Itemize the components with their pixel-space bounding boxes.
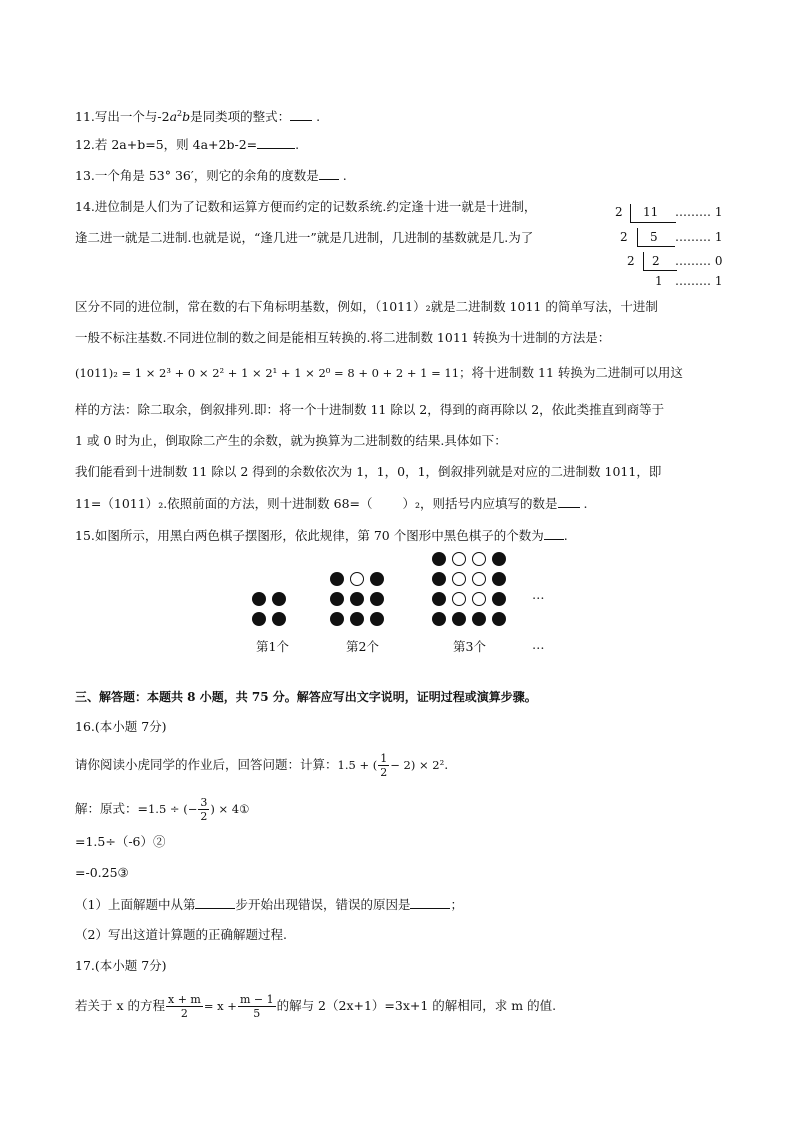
q16-sub1-a: （1）上面解题中从第: [75, 897, 196, 912]
question-15: [75, 527, 568, 544]
q16-fraction-2: [198, 796, 209, 823]
q17-suffix: 的解与 2（2x+1）=3x+1 的解相同，求 m 的值.: [276, 998, 557, 1013]
q14-line-9b: ）₂，则括号内应填写的数是: [402, 496, 558, 511]
q12-end: .: [295, 137, 300, 152]
remainder-4: ……… 1: [675, 274, 723, 288]
q11-prefix: 11.写出一个与-2: [75, 109, 170, 125]
q13-end: .: [342, 168, 347, 183]
q17-frac2-den: 5: [253, 1007, 261, 1020]
black-stone: [432, 572, 446, 586]
q11-suffix: 是同类项的整式：: [190, 109, 291, 125]
q17-problem: [75, 993, 556, 1020]
white-stone: [452, 572, 466, 586]
q11-end: .: [316, 109, 321, 125]
q14-answer-blank[interactable]: [558, 495, 580, 508]
q13-answer-blank[interactable]: [319, 167, 339, 180]
q16-frac2-den: 2: [200, 810, 208, 823]
black-stone: [370, 612, 384, 626]
question-12: [75, 136, 299, 153]
q11-var-a: a: [169, 109, 178, 125]
q15-text: 15.如图所示，用黑白两色棋子摆图形，依此规律，第 70 个图形中黑色棋子的个数为: [75, 528, 544, 543]
white-stone: [452, 592, 466, 606]
q17-prefix: 若关于 x 的方程: [75, 998, 165, 1013]
q16-prompt: [75, 752, 448, 779]
black-stone: [252, 592, 266, 606]
q16-sol-prefix: 解：原式：=: [75, 801, 148, 816]
white-stone: [472, 572, 486, 586]
question-11: [75, 106, 320, 125]
q17-frac1-num: x + m: [168, 993, 201, 1006]
white-stone: [472, 552, 486, 566]
black-stone: [432, 612, 446, 626]
caption-figure-3: 第3个: [453, 639, 486, 654]
q12-answer-blank[interactable]: [257, 136, 295, 149]
q14-line-6: 样的方法：除二取余，倒叙排列.即：将一个十进制数 11 除以 2，得到的商再除以 2，依此类推直到商等于: [75, 402, 665, 417]
q17-title: 17.(本小题 7分): [75, 958, 167, 973]
q16-solution-step2: =1.5÷（-6）②: [75, 834, 166, 849]
black-stone: [492, 612, 506, 626]
question-13: [75, 167, 347, 184]
q14-line-1: 14.进位制是人们为了记数和运算方便而约定的记数系统.约定逢十进一就是十进制，: [75, 199, 537, 214]
q16-frac2-num: 3: [200, 796, 208, 809]
q16-subquestion-1: [75, 896, 463, 913]
black-stone: [492, 572, 506, 586]
dividend-1: 11: [643, 205, 659, 219]
black-stone: [350, 592, 364, 606]
black-stone: [330, 612, 344, 626]
remainder-3: ……… 0: [675, 254, 723, 268]
q16-sub1-b: 步开始出现错误，错误的原因是: [235, 897, 411, 912]
q16-subquestion-2: （2）写出这道计算题的正确解题过程.: [75, 927, 287, 942]
black-stone: [272, 592, 286, 606]
black-stone: [492, 592, 506, 606]
q16-sol-b: ) × 4①: [210, 802, 250, 816]
q17-fraction-1: [166, 993, 203, 1020]
q12-text: 12.若 2a+b=5，则 4a+2b-2=: [75, 137, 258, 152]
section-3-heading: 三、解答题：本题共 8 小题，共 75 分。解答应写出文字说明，证明过程或演算步骤。: [75, 690, 537, 704]
black-stone: [492, 552, 506, 566]
white-stone: [350, 572, 364, 586]
ellipsis-figures: …: [532, 587, 545, 602]
dividend-3: 2: [652, 254, 660, 268]
q14-line-8: 我们能看到十进制数 11 除以 2 得到的余数依次为 1，1，0，1，倒叙排列就是对应的二进制数 1011，即: [75, 464, 662, 479]
q15-answer-blank[interactable]: [544, 527, 564, 540]
q16-expr-end: .: [444, 757, 449, 772]
q16-fraction-1: [378, 752, 389, 779]
black-stone: [272, 612, 286, 626]
q17-frac1-den: 2: [180, 1007, 188, 1020]
q16-sol-a: 1.5 ÷ (−: [147, 802, 198, 816]
black-stone: [330, 592, 344, 606]
q16-prompt-text: 请你阅读小虎同学的作业后，回答问题：计算：: [75, 757, 338, 772]
q17-mid: = x +: [203, 999, 237, 1013]
remainder-1: ……… 1: [675, 205, 723, 219]
q16-solution-step1: [75, 796, 249, 823]
q14-end: .: [583, 496, 588, 511]
divisor-2: 2: [620, 230, 628, 244]
q14-line-9a: 11=（1011）₂.依照前面的方法，则十进制数 68=（: [75, 496, 373, 511]
q16-sub1-c: ；: [450, 897, 463, 912]
caption-figure-2: 第2个: [346, 639, 379, 654]
q16-title: 16.(本小题 7分): [75, 719, 167, 734]
black-stone: [432, 592, 446, 606]
q16-step-blank[interactable]: [195, 896, 235, 909]
q14-line-5: [75, 365, 683, 381]
remainder-2: ……… 1: [675, 230, 723, 244]
black-stone: [432, 552, 446, 566]
q11-answer-blank[interactable]: [290, 108, 312, 121]
ellipsis-captions: …: [532, 637, 545, 652]
q13-text: 13.一个角是 53° 36′，则它的余角的度数是: [75, 168, 319, 183]
q14-line-3: 区分不同的进位制，常在数的右下角标明基数，例如，（1011）₂就是二进制数 1011 的简单写法，十进制: [75, 299, 658, 314]
black-stone: [452, 612, 466, 626]
q16-frac1-den: 2: [380, 766, 388, 779]
q14-line-9: [75, 495, 588, 512]
q16-solution-step3: =-0.25③: [75, 865, 129, 880]
q11-var-b: b: [182, 109, 191, 125]
black-stone: [370, 592, 384, 606]
black-stone: [252, 612, 266, 626]
white-stone: [452, 552, 466, 566]
q14-formula: (1011)₂ = 1 × 2³ + 0 × 2² + 1 × 2¹ + 1 × 2⁰ = 8 + 0 + 2 + 1 = 11: [75, 366, 460, 380]
q14-line-7: 1 或 0 时为止，倒取除二产生的余数，就为换算为二进制数的结果.具体如下：: [75, 433, 507, 448]
black-stone: [330, 572, 344, 586]
black-stone: [472, 612, 486, 626]
black-stone: [370, 572, 384, 586]
divisor-3: 2: [627, 254, 635, 268]
q16-reason-blank[interactable]: [410, 896, 450, 909]
black-stone: [350, 612, 364, 626]
q14-line-5-text: ；将十进制数 11 转换为二进制可以用这: [459, 365, 683, 380]
q16-expr-a: 1.5 + (: [337, 758, 378, 772]
q16-frac1-num: 1: [380, 752, 388, 765]
q11-exponent: 2: [177, 109, 183, 118]
divisor-1: 2: [615, 205, 623, 219]
caption-figure-1: 第1个: [256, 639, 289, 654]
q15-end: .: [563, 528, 568, 543]
white-stone: [472, 592, 486, 606]
q17-fraction-2: [238, 993, 276, 1020]
dividend-2: 5: [650, 230, 658, 244]
q16-expr-b: − 2) × 2²: [390, 758, 445, 772]
q14-line-2: 逢二进一就是二进制.也就是说，“逢几进一”就是几进制，几进制的基数就是几.为了: [75, 230, 534, 245]
q17-frac2-num: m − 1: [239, 993, 274, 1006]
dividend-4: 1: [655, 274, 663, 288]
q14-line-4: 一般不标注基数.不同进位制的数之间是能相互转换的.将二进制数 1011 转换为十进制的方法是：: [75, 330, 611, 345]
